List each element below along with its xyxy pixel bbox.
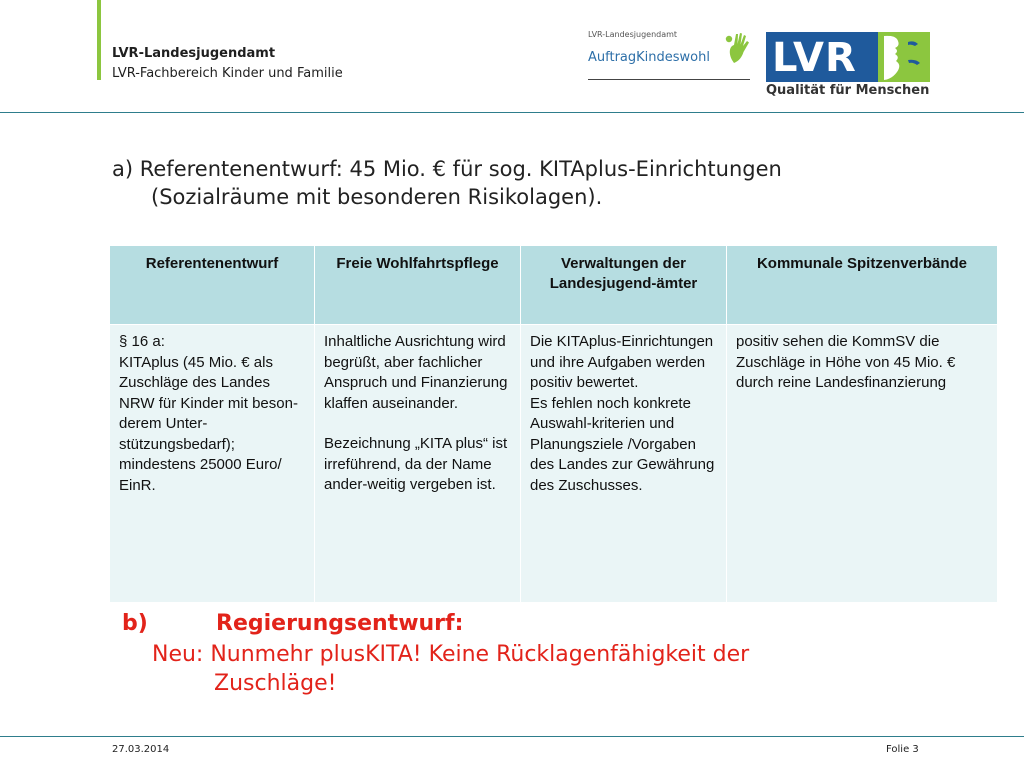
header-accent-bar bbox=[97, 0, 101, 80]
section-b-line-1: Neu: Nunmehr plusKITA! Keine Rücklagenfähigkeit der bbox=[152, 642, 750, 667]
section-b-line-2: Zuschläge! bbox=[214, 671, 337, 696]
org-subtitle: LVR-Fachbereich Kinder und Familie bbox=[112, 66, 343, 81]
comparison-table bbox=[109, 245, 998, 603]
heading-line-1: a) Referentenentwurf: 45 Mio. € für sog. KITAplus-Einrichtungen bbox=[112, 157, 782, 181]
heading-line-2: (Sozialräume mit besonderen Risikolagen). bbox=[151, 185, 603, 209]
header-referentenentwurf: Referentenentwurf bbox=[110, 246, 315, 325]
cell-referentenentwurf bbox=[110, 325, 315, 603]
ak-logo-rule bbox=[588, 79, 750, 80]
org-name: LVR-Landesjugendamt bbox=[112, 46, 276, 61]
footer-slide-number: Folie 3 bbox=[886, 744, 919, 755]
cell-text: § 16 a: KITAplus (45 Mio. € als Zuschläge des Landes NRW für Kinder mit beson-derem Unter-stützungsbedarf); mindestens 25000 Euro/ EinR. bbox=[119, 333, 298, 494]
cell-kommunale-spitzenverbaende bbox=[727, 325, 998, 603]
cell-text: Bezeichnung „KITA plus“ ist irreführend, da der Name ander-weitig vergeben ist. bbox=[324, 435, 508, 493]
lvr-logo-box bbox=[766, 32, 878, 82]
footer-divider bbox=[0, 736, 1024, 737]
header-kommunale-spitzenverbaende: Kommunale Spitzenverbände bbox=[727, 246, 998, 325]
cell-freie-wohlfahrtspflege bbox=[315, 325, 521, 603]
face-profile-icon bbox=[878, 32, 930, 82]
header-landesjugendaemter: Verwaltungen der Landesjugend-ämter bbox=[521, 246, 727, 325]
table-header-row bbox=[110, 246, 998, 325]
section-b-heading bbox=[122, 611, 463, 636]
header-divider bbox=[0, 112, 1024, 113]
lvr-logo-word: LVR bbox=[772, 35, 857, 81]
cell-text: Die KITAplus-Einrichtungen und ihre Aufgaben werden positiv bewertet. Es fehlen noch konkrete Auswahl-kriterien und Planungsziele /Vorgaben des Landes zur Gewährung des Zuschusses. bbox=[530, 333, 715, 494]
cell-text: Inhaltliche Ausrichtung wird begrüßt, aber fachlicher Anspruch und Finanzierung klaffen auseinander. bbox=[324, 333, 508, 412]
ak-logo-text: AuftragKindeswohl bbox=[588, 50, 710, 65]
hand-icon bbox=[722, 30, 752, 70]
lvr-slogan: Qualität für Menschen bbox=[766, 83, 930, 98]
auftrag-kindeswohl-logo bbox=[588, 30, 753, 82]
section-b-label: b) bbox=[122, 611, 148, 636]
ak-logo-small-text: LVR-Landesjugendamt bbox=[588, 30, 678, 39]
cell-text: positiv sehen die KommSV die Zuschläge in Höhe von 45 Mio. € durch reine Landesfinanzierung bbox=[736, 333, 956, 391]
table-row bbox=[110, 325, 998, 603]
lvr-logo bbox=[766, 32, 931, 100]
section-b-title: Regierungsentwurf: bbox=[216, 611, 464, 636]
slide-heading bbox=[112, 155, 992, 211]
header-freie-wohlfahrtspflege: Freie Wohlfahrtspflege bbox=[315, 246, 521, 325]
footer-date: 27.03.2014 bbox=[112, 744, 170, 755]
section-b-text bbox=[152, 640, 912, 698]
cell-landesjugendaemter bbox=[521, 325, 727, 603]
